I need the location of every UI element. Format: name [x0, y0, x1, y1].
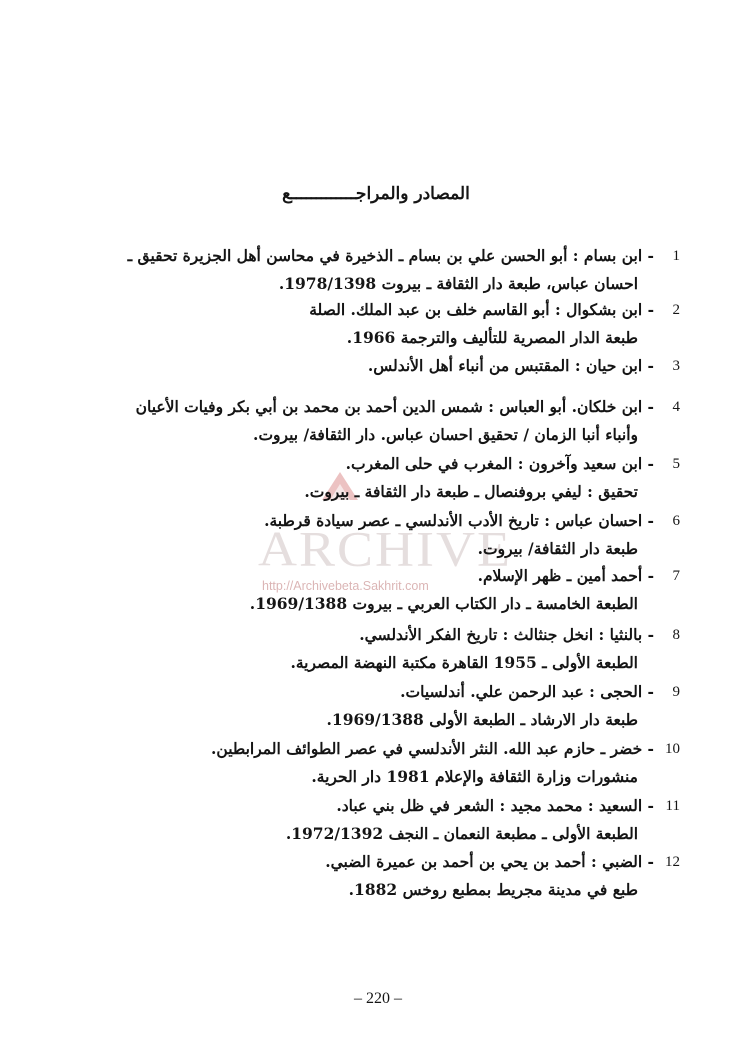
entry-line: - السعيد : محمد مجيد : الشعر في ظل بني عباد. [336, 796, 654, 815]
reference-entry [94, 450, 680, 506]
entry-line: الطبعة الأولى ـ مطبعة النعمان ـ النجف 1972/1392. [285, 824, 638, 843]
entry-number: 5 [672, 456, 680, 472]
entry-number: 8 [672, 627, 680, 643]
entry-number: 6 [672, 513, 680, 529]
entry-number: 1 [672, 248, 680, 264]
entry-line: - ابن حيان : المقتبس من أنباء أهل الأندلس. [367, 356, 654, 375]
reference-entry [94, 507, 680, 563]
entry-number: 11 [665, 798, 680, 814]
reference-entry [94, 735, 680, 791]
entry-line: - خضر ـ حازم عبد الله. النثر الأندلسي في عصر الطوائف المرابطين. [211, 739, 654, 758]
entry-line: - أحمد أمين ـ ظهر الإسلام. [477, 566, 654, 585]
reference-entry [94, 393, 680, 449]
entry-number: 2 [672, 302, 680, 318]
reference-entry [94, 242, 680, 298]
reference-entry [94, 792, 680, 848]
page-heading: المصادر والمراجـــــــــــــع [282, 184, 470, 204]
entry-line: طبعة الدار المصرية للتأليف والترجمة 1966. [346, 328, 638, 347]
page-number: – 220 – [354, 990, 402, 1007]
entry-line: - الضبي : أحمد بن يحي بن أحمد بن عميرة الضبي. [325, 852, 654, 871]
entry-line: - الحجى : عبد الرحمن علي. أندلسيات. [400, 682, 654, 701]
entry-line: طبع في مدينة مجريط بمطبع روخس 1882. [348, 880, 638, 899]
entry-line: - ابن خلكان. أبو العباس : شمس الدين أحمد بن محمد بن أبي بكر وفيات الأعيان [135, 397, 654, 416]
entry-line: احسان عباس، طبعة دار الثقافة ـ بيروت 1978/1398. [278, 274, 638, 293]
reference-entry [94, 296, 680, 352]
reference-entry [94, 621, 680, 677]
reference-entry [94, 678, 680, 734]
entry-number: 7 [672, 568, 680, 584]
watermark-url: http://Archivebeta.Sakhrit.com [262, 579, 429, 593]
watermark-text: ARCHIVE [258, 521, 512, 577]
entry-line: طبعة دار الارشاد ـ الطبعة الأولى 1969/1388. [326, 710, 638, 729]
entry-number: 9 [672, 684, 680, 700]
entry-line: الطبعة الأولى ـ 1955 القاهرة مكتبة النهضة المصرية. [290, 653, 638, 672]
entry-line: طبعة دار الثقافة/ بيروت. [477, 539, 638, 558]
entry-line: - ابن سعيد وآخرون : المغرب في حلى المغرب. [345, 454, 654, 473]
entry-number: 12 [665, 854, 680, 870]
entry-number: 10 [665, 741, 680, 757]
entry-number: 3 [672, 358, 680, 374]
entry-line: وأنباء أنبا الزمان / تحقيق احسان عباس. دار الثقافة/ بيروت. [253, 425, 638, 444]
entry-line: منشورات وزارة الثقافة والإعلام 1981 دار الحرية. [311, 767, 638, 786]
reference-entry [94, 352, 680, 380]
entry-line: - ابن بشكوال : أبو القاسم خلف بن عبد الملك. الصلة [309, 300, 654, 319]
entry-line: - ابن بسام : أبو الحسن علي بن بسام ـ الذخيرة في محاسن أهل الجزيرة تحقيق ـ [127, 246, 654, 265]
entry-number: 4 [672, 399, 680, 415]
entry-line: الطبعة الخامسة ـ دار الكتاب العربي ـ بيروت 1969/1388. [249, 594, 638, 613]
entry-line: - احسان عباس : تاريخ الأدب الأندلسي ـ عصر سيادة قرطبة. [264, 511, 654, 530]
reference-entry [94, 562, 680, 618]
reference-entry [94, 848, 680, 904]
entry-line: - بالنثيا : انخل جنثالث : تاريخ الفكر الأندلسي. [359, 625, 654, 644]
entry-line: تحقيق : ليفي بروفنصال ـ طبعة دار الثقافة ـ بيروت. [304, 482, 638, 501]
